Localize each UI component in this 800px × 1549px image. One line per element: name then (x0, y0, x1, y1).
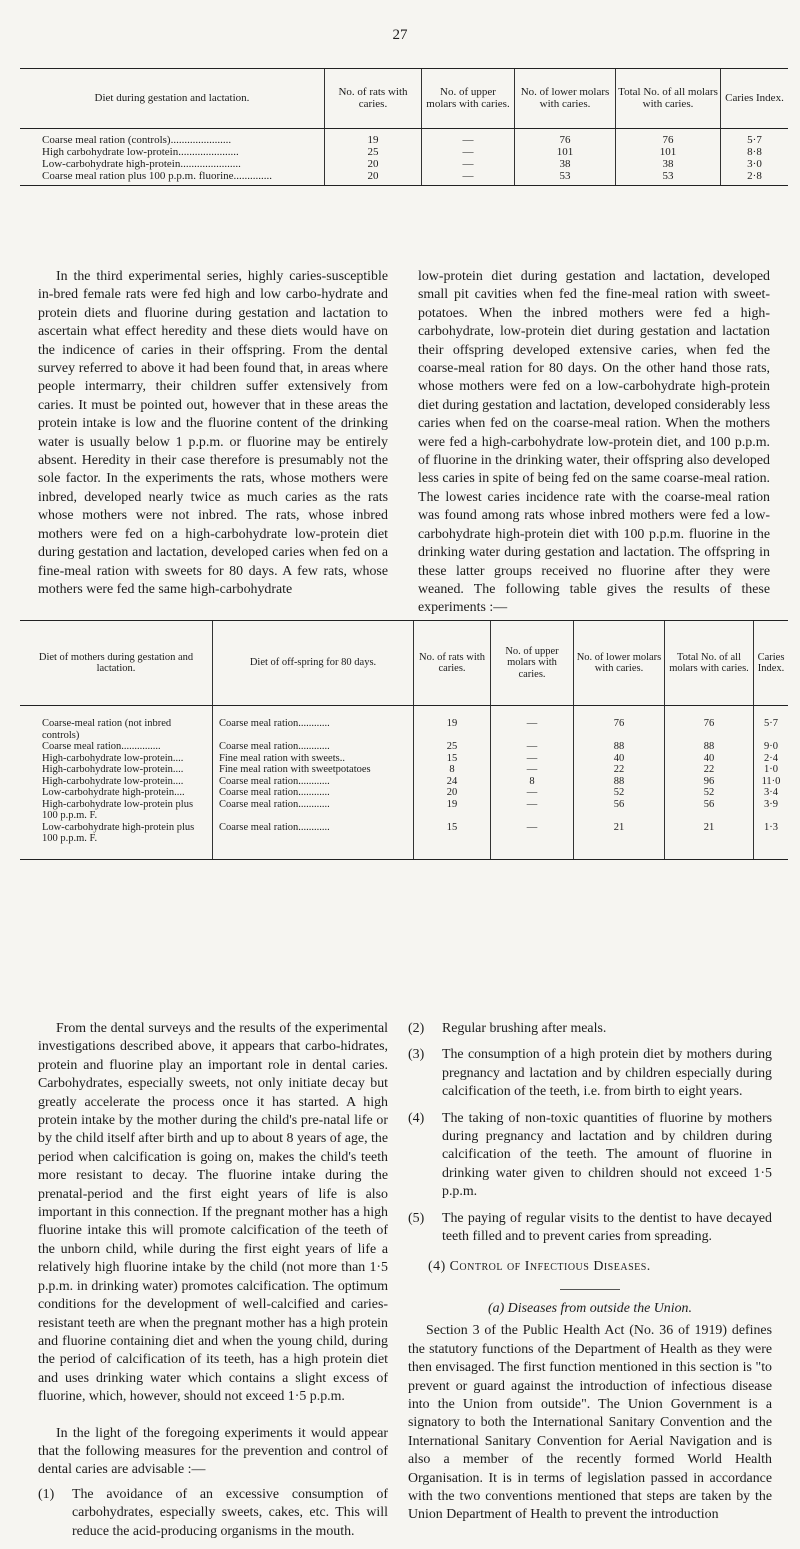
divider (560, 1289, 620, 1290)
table-cell: 21 (665, 822, 754, 860)
table-cell: Coarse meal ration............ (213, 822, 414, 860)
paragraph: Section 3 of the Public Health Act (No. 36 of 1919) defines the statutory functions of the Department of Health as they were then envisaged. The first function mentioned in this section is "to prevent or guard against the introduction of infectious disease into the Union from outside". The Union Government is a signatory to both the International Sanitary Convention and the International Sanitary Convention for Aerial Navigation and is also a member of the recently formed World Health Organisation. It is in terms of legislation passed in accordance with the two conventions mentioned that steps are taken by the Union Department of Health to prevent the introduction (408, 1323, 772, 1523)
paragraph: In the third experimental series, highly caries-susceptible in-bred female rats were fed high and low carbo-hydrate and protein diets and fluorine during gestation and lactation to ascertain what effect heredity and these diets would have on the indicence of caries in their offspring. From the dental survey referred to above it had been found that, in areas where people intermarry, their children suffer extensively from caries. It must be pointed out, however that in these areas the protein intake is low and the fluorine content of the drinking water is usually below 1 p.p.m. or fluorine may be entirely absent. Heredity in their case therefore is presumably not the sole factor. In the experiments the rats, whose mothers were inbred, developed nearly twice as much caries as the rats whose mothers were not inbred. The rats, whose inbred mothers were fed on a high-carbohydrate low-protein diet during gestation and lactation, developed caries when fed on a fine-meal ration with sweets for 80 days. A few rats, whose mothers were fed the same high-carbohydrate (38, 269, 388, 597)
table-cell: 2·4 (754, 753, 789, 765)
table-cell: Fine meal ration with sweetpotatoes (213, 764, 414, 776)
paragraph: low-protein diet during gestation and lactation, developed small pit cavities when fed the fine-meal ration with sweet-potatoes. When the inbred mothers were fed a high-carbohydrate, low-protein diet during gestation and lactation their offspring developed extensive caries, when fed the coarse-meal ration for 80 days. On the other hand those rats, whose mothers were fed on a low-carbohydrate high-protein diet during gestation and lactation, developed considerably less caries when fed on the coarse-meal ration. When the mothers were fed a high-carbohydrate low-protein diet, and 100 p.p.m. of fluorine in the drinking water, their offspring also developed less caries in spite of being fed on the same coarse-meal ration. The lowest caries incidence rate with the coarse-meal ration was found among rats whose inbred mothers were fed a low-carbohydrate high-protein diet with 100 p.p.m. fluorine in the drinking water during gestation and lactation. The offspring in these latter groups received no fluorine after they were weaned. The following table gives the results of these experiments :— (418, 269, 770, 616)
table-cell: 8 (414, 764, 491, 776)
table-cell: 56 (574, 799, 665, 822)
column-header: Diet during gestation and lactation. (20, 69, 325, 129)
table-cell: — (422, 159, 515, 171)
table-cell: Low-carbohydrate high-protein...................... (42, 158, 241, 170)
table-cell: Coarse meal ration............ (213, 799, 414, 822)
left-column-top (38, 268, 388, 599)
table-cell: Coarse meal ration............ (213, 787, 414, 799)
column-header: No. of lower molars with caries. (515, 69, 616, 129)
list-number: (2) (408, 1021, 425, 1036)
table-row (20, 764, 788, 776)
left-column-bottom (38, 1020, 388, 1549)
table-cell: 53 (515, 171, 616, 186)
table-cell: — (422, 147, 515, 159)
table-cell: 101 (515, 147, 616, 159)
column-header: Diet of mothers during gestation and lactation. (20, 621, 213, 706)
list-item (408, 1110, 772, 1202)
table-cell: — (491, 787, 574, 799)
table-cell: 15 (414, 822, 491, 860)
table-cell: 1·3 (754, 822, 789, 860)
subheading: (a) Diseases from outside the Union. (488, 1300, 692, 1316)
column-header: Diet of off-spring for 80 days. (213, 621, 414, 706)
table-cell: — (422, 171, 515, 186)
column-header: Caries Index. (721, 69, 789, 129)
table-row (20, 706, 788, 742)
column-header: No. of rats with caries. (414, 621, 491, 706)
table-caries-diets (20, 68, 788, 186)
table-cell: 88 (574, 776, 665, 788)
table-cell: 19 (414, 706, 491, 742)
table-cell: 1·0 (754, 764, 789, 776)
column-header: Caries Index. (754, 621, 789, 706)
column-header: Total No. of all molars with caries. (616, 69, 721, 129)
table-cell: 76 (616, 129, 721, 148)
table-cell: 24 (414, 776, 491, 788)
table-cell: 52 (574, 787, 665, 799)
table-cell: 19 (414, 799, 491, 822)
table-cell: 19 (325, 129, 422, 148)
list-number: (1) (38, 1486, 55, 1502)
list-text: The avoidance of an excessive consumption of carbohydrates, especially sweets, cakes, etc. This will reduce the acid-producing organisms in the mouth. (72, 1486, 388, 1539)
right-column-bottom (408, 1020, 772, 1525)
table-cell: 22 (665, 764, 754, 776)
table-cell: 38 (616, 159, 721, 171)
table-row (20, 129, 788, 148)
table-cell: Fine meal ration with sweets.. (213, 753, 414, 765)
table-cell: 53 (616, 171, 721, 186)
table-cell: 20 (325, 171, 422, 186)
table-cell: 40 (665, 753, 754, 765)
table-cell: 5·7 (754, 706, 789, 742)
table-cell: Low-carbohydrate high-protein plus 100 p.p.m. F. (20, 822, 213, 860)
list-item (408, 1046, 772, 1101)
table-cell: — (491, 753, 574, 765)
list-item (408, 1020, 772, 1038)
table-cell: High-carbohydrate low-protein plus 100 p.p.m. F. (42, 798, 194, 821)
table-cell: 25 (325, 147, 422, 159)
table-cell: Coarse meal ration............ (213, 706, 414, 742)
table-row (20, 171, 788, 186)
table-cell: 15 (414, 753, 491, 765)
table-cell: Coarse meal ration............ (213, 776, 414, 788)
table-cell: — (491, 764, 574, 776)
table-row (20, 799, 788, 822)
table-cell: — (491, 706, 574, 742)
table-cell: 8 (491, 776, 574, 788)
table-cell: — (422, 129, 515, 148)
table-cell: 2·8 (721, 171, 789, 186)
table-cell: — (491, 741, 574, 753)
table-cell: Coarse meal ration plus 100 p.p.m. fluorine.............. (20, 171, 325, 186)
table-row (20, 753, 788, 765)
table-row (20, 822, 788, 860)
table-cell: 76 (665, 706, 754, 742)
paragraph: From the dental surveys and the results of the experimental investigations described above, it appears that carbo-hidrates, protein and fluorine play an important role in dental caries. Carbohydrates, especially sweets, not only initiate decay but greatly accelerate the process once it has started. A high protein intake by the mother during the child's pre-natal life or by the child itself after birth and up to about 8 years of age, the period when calcification is going on, makes the child's teeth more resistant to decay. The fluorine intake during the prenatal-period and the first eight years of life is also important in this connection. If the pregnant mother has a high fluorine intake this will promote calcification of the teeth of the unborn child, while during the first eight years of life a relatively high fluorine intake by the child (not more than 1·5 p.p.m. in drinking water) promotes calcification. The optimum conditions for the development of well-calcified and caries-resistant teeth are when the pregnant mother has a high protein and fluorine containing diet and when the young child, during the period of calcification of its teeth, has a high protein diet and uses drinking water which contains a slight excess of fluorine, which, however, should not exceed 1·5 p.p.m. (38, 1021, 388, 1405)
table-cell: 11·0 (754, 776, 789, 788)
table-cell: — (491, 799, 574, 822)
table-cell: 52 (665, 787, 754, 799)
table-cell: 96 (665, 776, 754, 788)
table-cell: 76 (515, 129, 616, 148)
table-cell: 21 (574, 822, 665, 860)
table-cell: 20 (325, 159, 422, 171)
page-number: 27 (392, 27, 408, 43)
table-cell: 101 (616, 147, 721, 159)
table-cell: — (491, 822, 574, 860)
table-cell: 22 (574, 764, 665, 776)
table-cell: High carbohydrate low-protein...................... (42, 146, 239, 158)
right-column-top (418, 268, 770, 618)
table-cell: 56 (665, 799, 754, 822)
table-cell: High-carbohydrate low-protein.... (42, 775, 184, 787)
table-cell: 76 (574, 706, 665, 742)
table-cell: Coarse meal ration............... (42, 741, 161, 752)
table-cell: 3·9 (754, 799, 789, 822)
table-cell: High-carbohydrate low-protein.... (42, 752, 184, 764)
table-cell: 88 (665, 741, 754, 753)
table-row (20, 776, 788, 788)
list-item (408, 1210, 772, 1247)
table-cell: 3·0 (721, 159, 789, 171)
paragraph: In the light of the foregoing experiments it would appear that the following measures for the prevention and control of dental caries are advisable :— (38, 1425, 388, 1478)
table-offspring-caries (20, 620, 788, 860)
table-cell: Coarse meal ration............ (213, 741, 414, 753)
table-cell: 8·8 (721, 147, 789, 159)
table-row (20, 741, 788, 753)
table-cell: 3·4 (754, 787, 789, 799)
table-cell: High-carbohydrate low-protein.... (42, 764, 184, 775)
table-cell: 9·0 (754, 741, 789, 753)
list-number: (5) (408, 1210, 425, 1226)
list-text: The paying of regular visits to the dentist to have decayed teeth filled and to prevent caries from spreading. (442, 1210, 772, 1245)
list-text: The consumption of a high protein diet by mothers during pregnancy and lactation and by children especially during calcification of the teeth, i.e. from birth to eight years. (442, 1047, 772, 1100)
table-cell: 20 (414, 787, 491, 799)
column-header: No. of lower molars with caries. (574, 621, 665, 706)
list-number: (4) (408, 1110, 425, 1126)
table-cell: 88 (574, 741, 665, 753)
table-cell: Low-carbohydrate high-protein.... (42, 787, 185, 798)
table-cell: 40 (574, 753, 665, 765)
table-cell: 38 (515, 159, 616, 171)
table-cell: Coarse-meal ration (not inbred controls) (42, 718, 172, 741)
list-text: The taking of non-toxic quantities of fluorine by mothers during pregnancy and lactation and by children during calcification of the teeth. The amount of fluorine in drinking water given to children should not exceed 1·5 p.p.m. (442, 1110, 772, 1200)
column-header: No. of upper molars with caries. (422, 69, 515, 129)
column-header: Total No. of all molars with caries. (665, 621, 754, 706)
list-number: (3) (408, 1047, 425, 1063)
column-header: No. of rats with caries. (325, 69, 422, 129)
table-row (20, 787, 788, 799)
column-header: No. of upper molars with caries. (491, 621, 574, 706)
section-heading: (4) Control of Infectious Diseases. (428, 1259, 651, 1275)
list-text: Regular brushing after meals. (442, 1021, 607, 1036)
table-cell: Coarse meal ration (controls)...................... (42, 134, 232, 146)
table-cell: 25 (414, 741, 491, 753)
list-item (38, 1486, 388, 1541)
table-cell: 5·7 (721, 129, 789, 148)
